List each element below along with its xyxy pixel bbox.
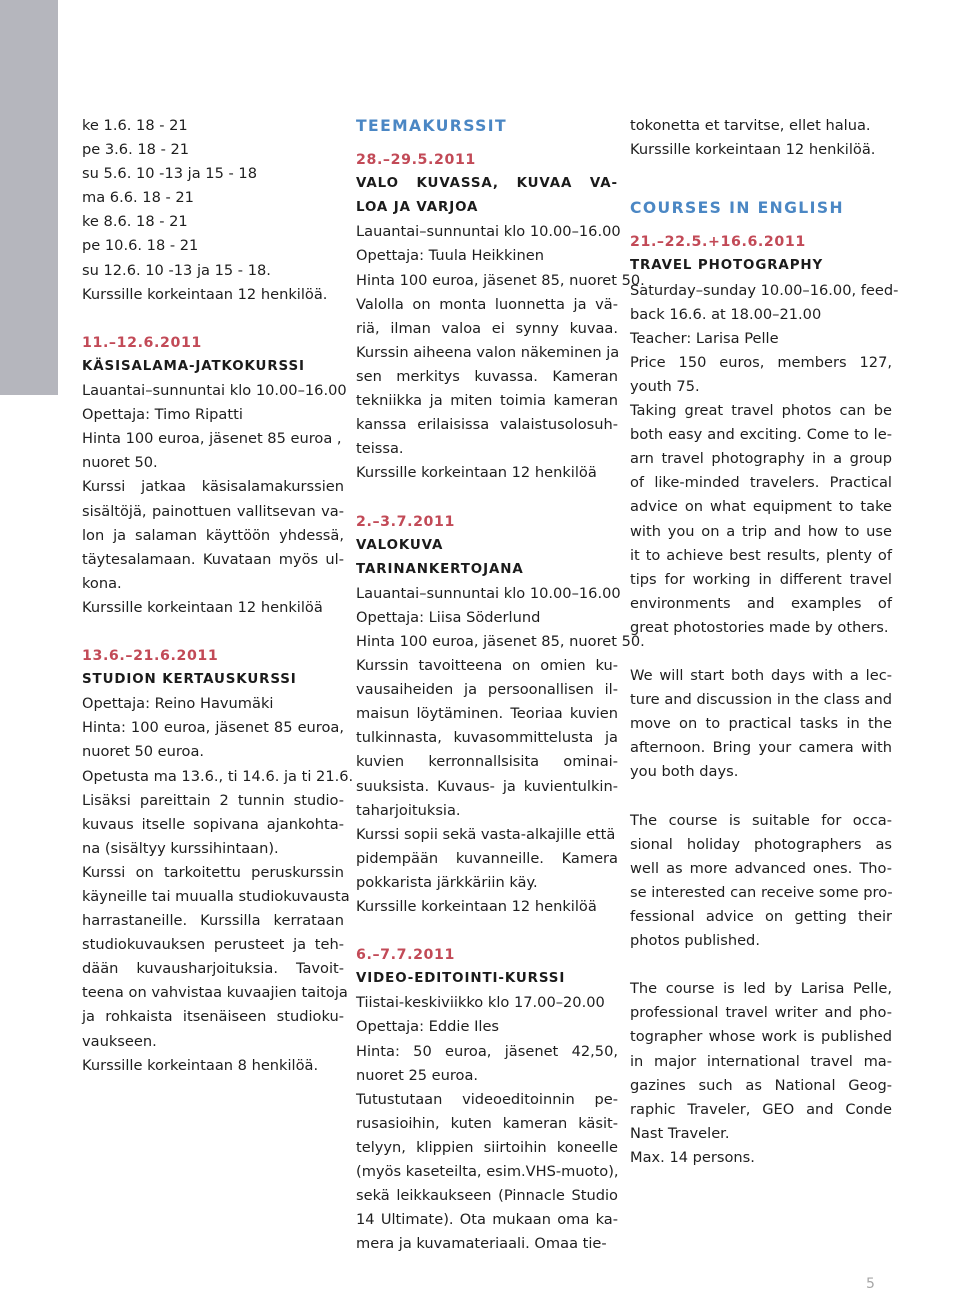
course-text-line: kanssa erilaisissa valaistusolosuh- xyxy=(356,416,618,434)
course-text-line: Opettaja: Liisa Söderlund xyxy=(356,608,541,626)
course-text-line: Kurssin tavoitteena on omien ku- xyxy=(356,657,618,675)
course-text-line: gazines such as National Geog- xyxy=(630,1076,892,1094)
course-text-line: kona. xyxy=(82,574,122,592)
course-text-line: Lisäksi pareittain 2 tunnin studio- xyxy=(82,791,344,809)
course-text-line: käyneille tai muualla studiokuvausta xyxy=(82,888,350,905)
course-text-line: Opettaja: Reino Havumäki xyxy=(82,695,274,713)
course-tarinankertoja xyxy=(356,510,645,920)
continued-text-line: tokonetta et tarvitse, ellet halua. xyxy=(630,117,871,134)
course-video-editointi xyxy=(356,943,618,1256)
page-number: 5 xyxy=(866,1276,875,1292)
course-studio xyxy=(82,644,354,1078)
course-travel-photography xyxy=(630,230,899,1170)
course-title: LOA JA VARJOA xyxy=(356,200,479,216)
course-text-line: environments and examples of xyxy=(630,594,892,612)
schedule-line: su 12.6. 10 -13 ja 15 - 18. xyxy=(82,261,271,279)
course-text-line: maisun löytäminen. Teoriaa kuvien xyxy=(356,705,618,723)
schedule-line: ma 6.6. 18 - 21 xyxy=(82,189,194,207)
course-text-line: harrastaneille. Kurssilla kerrataan xyxy=(82,912,344,930)
course-text-line: Kurssi on tarkoitettu peruskurssin xyxy=(82,863,344,881)
schedule-list xyxy=(82,114,344,307)
course-text-line: Valolla on monta luonnetta ja vä- xyxy=(356,295,618,313)
course-text-line: afternoon. Bring your camera with xyxy=(630,739,892,757)
course-text-line: kuvien kerronnallsisita ominai- xyxy=(356,753,618,771)
schedule-line: su 5.6. 10 -13 ja 15 - 18 xyxy=(82,165,257,183)
column-middle xyxy=(356,114,645,1256)
schedule-line: ke 8.6. 18 - 21 xyxy=(82,213,188,231)
course-text-line: professional travel writer and pho- xyxy=(630,1004,892,1022)
schedule-line: pe 3.6. 18 - 21 xyxy=(82,141,190,159)
course-text-line: Kurssille korkeintaan 12 henkilöä xyxy=(356,464,597,482)
course-text-line: Opettaja: Eddie Iles xyxy=(356,1018,500,1036)
course-text-line: Teacher: Larisa Pelle xyxy=(630,329,779,347)
course-title: VALOKUVA xyxy=(356,537,444,553)
course-text-line: sisältöjä, painottuen vallitsevan va- xyxy=(82,502,344,520)
course-text-line: back 16.6. at 18.00–21.00 xyxy=(630,305,822,323)
course-text-line: well as more advanced ones. Tho- xyxy=(630,859,892,877)
course-text-line: rusasioihin, kuten kameran käsit- xyxy=(356,1114,618,1132)
schedule-line: pe 10.6. 18 - 21 xyxy=(82,237,199,255)
course-text-line: great photostories made by others. xyxy=(630,618,889,636)
course-text-line: Opetusta ma 13.6., ti 14.6. ja ti 21.6. xyxy=(82,767,354,785)
course-text-line: Kurssille korkeintaan 12 henkilöä xyxy=(356,898,597,915)
schedule-line: Kurssille korkeintaan 12 henkilöä. xyxy=(82,285,328,303)
section-heading: COURSES IN ENGLISH xyxy=(630,199,844,218)
course-text-line: suuksista. Kuvaus- ja kuvientulkin- xyxy=(356,777,618,795)
course-title: KÄSISALAMA-JATKOKURSSI xyxy=(82,358,305,374)
course-date: 2.–3.7.2011 xyxy=(356,513,455,530)
course-text-line: ture and discussion in the class and xyxy=(630,691,892,709)
course-text-line: Hinta 100 euroa, jäsenet 85, nuoret 50. xyxy=(356,271,645,289)
course-date: 11.–12.6.2011 xyxy=(82,334,202,351)
course-text-line: (myös kaseteilta, esim.VHS-muoto), xyxy=(356,1163,619,1181)
course-text-line: riä, ilman valoa ei synny kuvaa. xyxy=(356,319,618,337)
course-text-line: both easy and exciting. Come to le- xyxy=(630,426,892,444)
course-text-line: dään kuvausharjoituksia. Tavoit- xyxy=(82,960,344,978)
course-text-line: vausaiheiden ja persoonallisen il- xyxy=(356,681,618,699)
course-title: STUDION KERTAUSKURSSI xyxy=(82,672,297,688)
course-kasisalama xyxy=(82,331,347,620)
course-text-line: se interested can receive some pro- xyxy=(630,883,893,901)
column-right xyxy=(630,114,899,1170)
course-text-line: of like-minded travelers. Practical xyxy=(630,474,892,492)
course-title: TRAVEL PHOTOGRAPHY xyxy=(630,258,824,274)
course-text-line: nuoret 50. xyxy=(82,454,158,472)
course-text-line: Kurssille korkeintaan 12 henkilöä xyxy=(82,598,323,616)
course-text-line: sekä leikkaukseen (Pinnacle Studio xyxy=(356,1187,618,1205)
course-text-line: taharjoituksia. xyxy=(356,801,461,819)
course-text-line: move on to practical tasks in the xyxy=(630,715,892,733)
course-text-line: Kurssille korkeintaan 8 henkilöä. xyxy=(82,1056,319,1074)
course-text-line: Taking great travel photos can be xyxy=(630,402,892,420)
course-date: 6.–7.7.2011 xyxy=(356,947,455,964)
schedule-line: ke 1.6. 18 - 21 xyxy=(82,117,188,134)
course-text-line: Saturday–sunday 10.00–16.00, feed- xyxy=(630,281,899,299)
course-text-line: mera ja kuvamateriaali. Omaa tie- xyxy=(356,1235,607,1253)
course-text-line: Kurssi jatkaa käsisalamakurssien xyxy=(82,478,344,496)
course-text-line: Hinta: 100 euroa, jäsenet 85 euroa, xyxy=(82,719,344,737)
course-text-line: 14 Ultimate). Ota mukaan oma ka- xyxy=(356,1211,618,1229)
course-valo-kuvassa xyxy=(356,148,645,485)
course-text-line: na (sisältyy kurssihintaan). xyxy=(82,839,279,857)
course-text-line: nuoret 25 euroa. xyxy=(356,1066,479,1084)
course-text-line: Opettaja: Timo Ripatti xyxy=(82,406,243,424)
course-text-line: Hinta: 50 euroa, jäsenet 42,50, xyxy=(356,1042,618,1060)
course-text-line: studiokuvauksen perusteet ja teh- xyxy=(82,936,344,954)
course-text-line: pidempään kuvanneille. Kamera xyxy=(356,849,618,867)
course-title: VIDEO-EDITOINTI-KURSSI xyxy=(356,971,566,987)
course-text-line: it to achieve best results, plenty of xyxy=(630,546,892,564)
course-text-line: with you on a trip and how to use xyxy=(630,522,892,540)
course-text-line: fessional advice on getting their xyxy=(630,908,892,925)
course-text-line: Lauantai–sunnuntai klo 10.00–16.00 xyxy=(356,223,621,241)
course-text-line: täytesalamaan. Kuvataan myös ul- xyxy=(82,550,344,568)
course-text-line: youth 75. xyxy=(630,377,700,395)
course-title: TARINANKERTOJANA xyxy=(356,561,524,577)
course-text-line: in major international travel ma- xyxy=(630,1052,892,1070)
course-date: 21.–22.5.+16.6.2011 xyxy=(630,234,806,251)
course-text-line: Nast Traveler. xyxy=(630,1124,730,1142)
course-text-line: The course is led by Larisa Pelle, xyxy=(630,980,892,998)
course-text-line: Opettaja: Tuula Heikkinen xyxy=(356,247,544,265)
course-text-line: raphic Traveler, GEO and Conde xyxy=(630,1100,892,1118)
course-text-line: photos published. xyxy=(630,932,760,950)
section-heading: TEEMAKURSSIT xyxy=(356,117,508,135)
course-text-line: Lauantai–sunnuntai klo 10.00–16.00 xyxy=(356,584,621,602)
course-text-line: teena on vahvistaa kuvaajien taitoja xyxy=(82,984,348,1002)
course-text-line: arn travel photography in a group xyxy=(630,450,892,468)
course-text-line: Max. 14 persons. xyxy=(630,1148,755,1166)
course-text-line: pokkarista järkkäriin käy. xyxy=(356,873,538,891)
course-text-line: tulkinnasta, kuvasommittelusta ja xyxy=(356,729,618,747)
course-text-line: nuoret 50 euroa. xyxy=(82,743,205,761)
course-text-line: teissa. xyxy=(356,440,404,458)
course-text-line: tips for working in different travel xyxy=(630,570,892,588)
course-text-line: sen merkitys kuvassa. Kameran xyxy=(356,367,618,385)
continued-text-line: Kurssille korkeintaan 12 henkilöä. xyxy=(630,141,876,159)
course-text-line: advice on what equipment to take xyxy=(630,498,892,516)
course-text-line: vaukseen. xyxy=(82,1032,157,1050)
course-date: 28.–29.5.2011 xyxy=(356,152,476,169)
column-left xyxy=(82,114,354,1078)
course-text-line: sional holiday photographers as xyxy=(630,835,892,853)
course-text-line: lon ja salaman käyttöön yhdessä, xyxy=(82,526,344,544)
course-title: VALO KUVASSA, KUVAA VA- xyxy=(356,176,618,192)
course-text-line: you both days. xyxy=(630,763,739,781)
course-text-line: tographer whose work is published xyxy=(630,1028,892,1046)
course-text-line: Tutustutaan videoeditoinnin pe- xyxy=(356,1090,618,1108)
course-text-line: Hinta 100 euroa, jäsenet 85, nuoret 50. xyxy=(356,632,645,650)
course-text-line: Tiistai-keskiviikko klo 17.00–20.00 xyxy=(356,994,605,1012)
course-text-line: Hinta 100 euroa, jäsenet 85 euroa , xyxy=(82,430,342,448)
course-date: 13.6.–21.6.2011 xyxy=(82,648,219,665)
course-text-line: We will start both days with a lec- xyxy=(630,667,892,685)
course-text-line: kuvaus itselle sopivana ajankohta- xyxy=(82,815,344,833)
course-text-line: Kurssi sopii sekä vasta-alkajille että xyxy=(356,825,616,843)
course-text-line: tekniikka ja miten toimia kameran xyxy=(356,392,618,410)
course-text-line: Lauantai–sunnuntai klo 10.00–16.00 xyxy=(82,382,347,400)
course-text-line: The course is suitable for occa- xyxy=(630,811,892,829)
side-tab-decoration xyxy=(0,0,58,395)
course-text-line: telyyn, klippien siirtoihin koneelle xyxy=(356,1138,618,1156)
course-text-line: Price 150 euros, members 127, xyxy=(630,353,892,371)
course-text-line: ja rohkaista itsenäiseen studioku- xyxy=(82,1008,344,1026)
course-text-line: Kurssin aiheena valon näkeminen ja xyxy=(356,343,620,361)
